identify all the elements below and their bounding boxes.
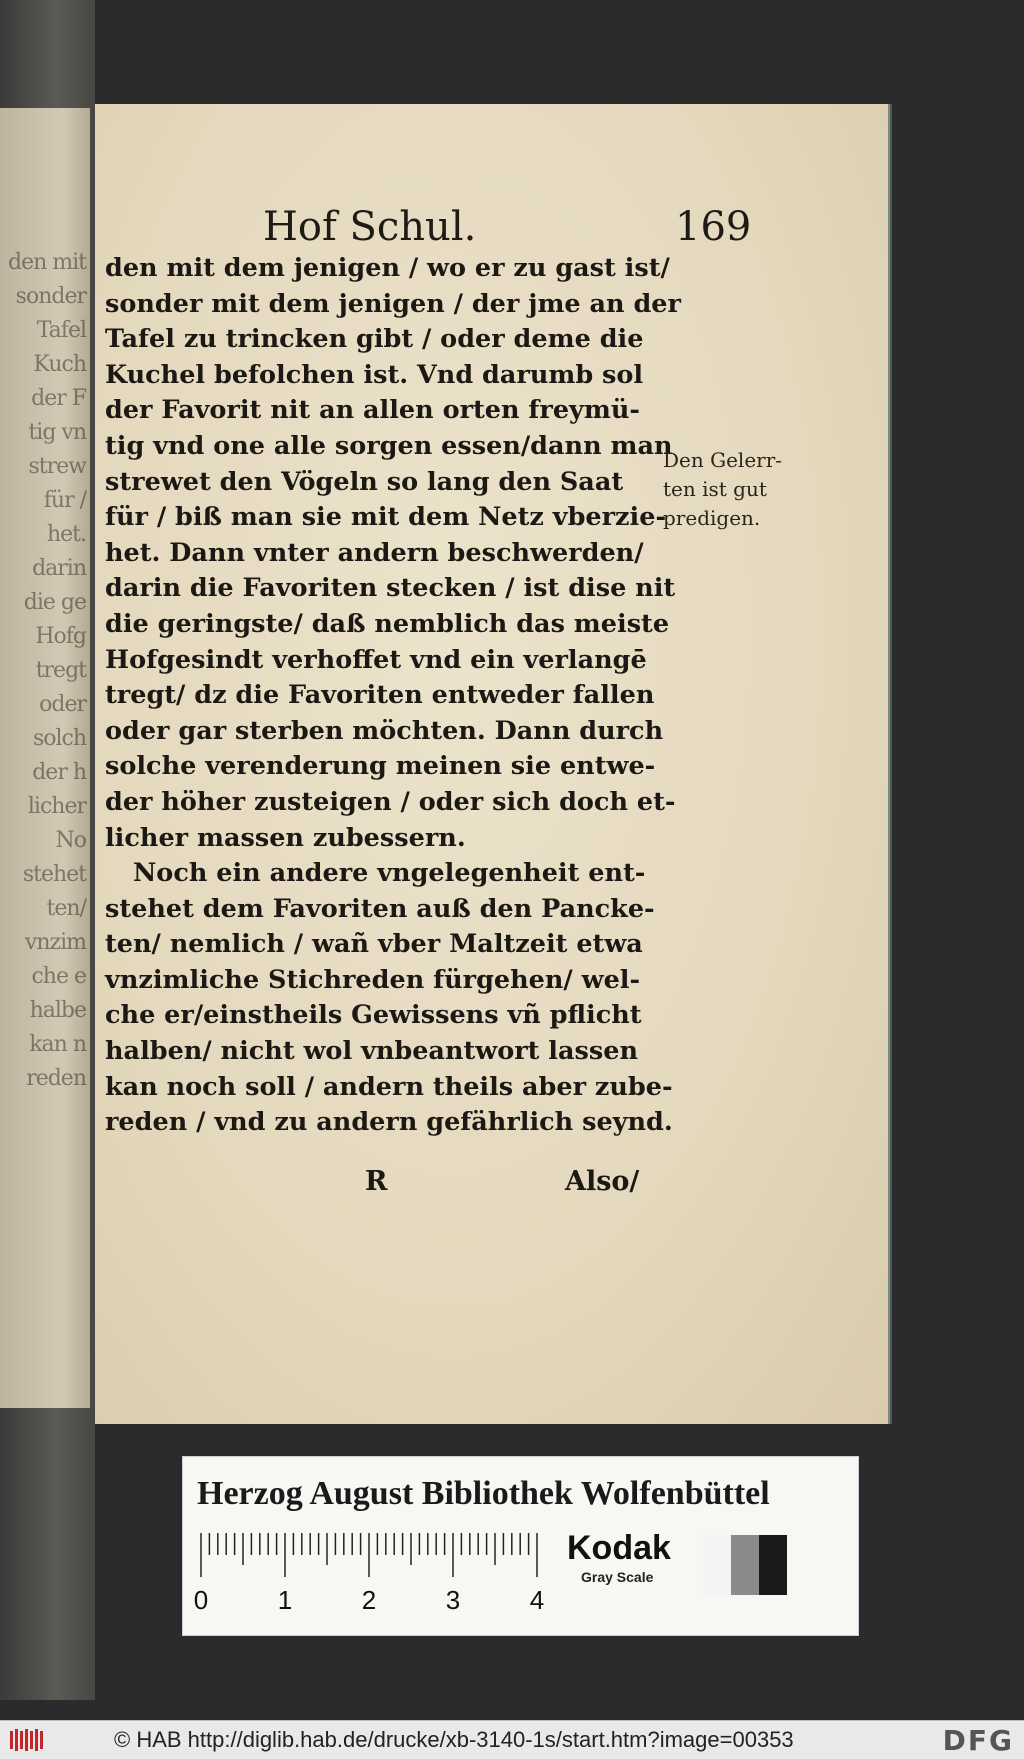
facing-page-line: ten/: [46, 896, 86, 921]
text-line: oder gar sterben möchten. Dann durch: [105, 715, 664, 746]
book-page: [95, 104, 888, 1424]
facing-page-line: für /: [43, 488, 86, 513]
text-line: solche verenderung meinen sie entwe-: [105, 751, 656, 782]
facing-page-line: tig vn: [28, 420, 86, 445]
text-line: für / biß man sie mit dem Netz vberzie-: [105, 502, 667, 533]
facing-page-line: darin: [32, 556, 86, 581]
footer-bar: [0, 1720, 1024, 1759]
scale-ruler: [193, 1531, 545, 1615]
facing-page-line: Tafel: [36, 318, 86, 343]
ruler-label: 1: [277, 1585, 293, 1615]
text-line: der Favorit nit an allen orten freymü-: [105, 395, 640, 426]
text-line: halben/ nicht wol vnbeantwort lassen: [105, 1036, 638, 1067]
catchword: Also/: [565, 1166, 640, 1197]
text-line: sonder mit dem jenigen / der jme an der: [105, 288, 681, 319]
facing-page-line: solch: [32, 726, 86, 751]
text-line: darin die Favoriten stecken / ist dise nit: [105, 573, 676, 604]
text-line: ten/ nemlich / wañ vber Maltzeit etwa: [105, 929, 643, 960]
text-line: Hofgesindt verhoffet vnd ein verlangē: [105, 644, 647, 675]
marginal-note-line: ten ist gut: [663, 477, 767, 501]
facing-page-line: No: [55, 828, 86, 853]
marginal-note-line: Den Gelerr-: [663, 448, 783, 472]
facing-page-line: tregt: [35, 658, 86, 683]
kodak-logo: Kodak: [567, 1529, 671, 1567]
facing-page-line: die ge: [23, 590, 86, 615]
facing-page-line: oder: [39, 692, 86, 717]
marginal-note: [663, 446, 893, 533]
gray-scale-label: Gray Scale: [581, 1569, 654, 1585]
hab-logo-icon: [8, 1727, 46, 1753]
ruler-label: 2: [361, 1585, 377, 1615]
text-line: che er/einstheils Gewissens vñ pflicht: [105, 1000, 642, 1031]
text-line: vnzimliche Stichreden fürgehen/ wel-: [105, 964, 641, 995]
facing-page-line: Hofg: [35, 624, 86, 649]
text-line: stehet dem Favoriten auß den Pancke-: [105, 893, 655, 924]
signature-mark: R: [365, 1166, 388, 1197]
facing-page-line: het.: [46, 522, 86, 547]
ruler-label: 4: [529, 1585, 545, 1615]
facing-page-line: kan n: [29, 1032, 86, 1057]
facing-page-line: der F: [31, 386, 86, 411]
text-line: kan noch soll / andern theils aber zube-: [105, 1071, 673, 1102]
ruler-label: 0: [193, 1585, 209, 1615]
dfg-logo: DFG: [942, 1724, 1014, 1757]
text-line: die geringste/ daß nemblich das meiste: [105, 608, 670, 639]
text-line: reden / vnd zu andern gefährlich seynd.: [105, 1107, 673, 1138]
text-line: tregt/ dz die Favoriten entweder fallen: [105, 680, 655, 711]
gray-swatches: [703, 1535, 787, 1595]
ruler-label: 3: [445, 1585, 461, 1615]
facing-page-line: den mit: [7, 250, 86, 275]
gray-swatch: [731, 1535, 759, 1595]
copyright-credit: © HAB http://diglib.hab.de/drucke/xb-3140-1s/start.htm?image=00353: [114, 1727, 794, 1752]
facing-page-line: halbe: [29, 998, 86, 1023]
facing-page-line: Kuch: [33, 352, 86, 377]
facing-page-line: vnzim: [24, 930, 86, 955]
text-line: Kuchel befolchen ist. Vnd darumb sol: [105, 359, 644, 390]
text-line: het. Dann vnter andern beschwerden/: [105, 537, 644, 568]
running-head: Hof Schul.: [263, 204, 477, 250]
color-calibration-card: [182, 1456, 859, 1636]
text-line: Noch ein andere vngelegenheit ent-: [133, 858, 646, 889]
facing-page-line: licher: [27, 794, 86, 819]
facing-page-edge: [0, 108, 90, 1408]
gray-swatch: [703, 1535, 731, 1595]
text-line: Tafel zu trincken gibt / oder deme die: [105, 324, 644, 355]
text-line: strewet den Vögeln so lang den Saat: [105, 466, 624, 497]
facing-page-line: strew: [28, 454, 86, 479]
text-line: den mit dem jenigen / wo er zu gast ist/: [105, 253, 670, 283]
marginal-note-line: predigen.: [663, 506, 761, 530]
text-line: licher massen zubessern.: [105, 822, 466, 853]
page-number: 169: [675, 204, 752, 250]
text-line: tig vnd one alle sorgen essen/dann man: [105, 430, 673, 461]
facing-page-line: reden: [26, 1066, 86, 1091]
text-line: der höher zusteigen / oder sich doch et-: [105, 786, 676, 817]
body-text: [105, 251, 680, 1141]
facing-page-line: sonder: [15, 284, 86, 309]
facing-page-line: che e: [31, 964, 86, 989]
gray-swatch: [759, 1535, 787, 1595]
facing-page-text: [0, 246, 90, 1096]
library-name: Herzog August Bibliothek Wolfenbüttel: [197, 1475, 770, 1512]
facing-page-line: stehet: [22, 862, 86, 887]
facing-page-line: der h: [32, 760, 86, 785]
